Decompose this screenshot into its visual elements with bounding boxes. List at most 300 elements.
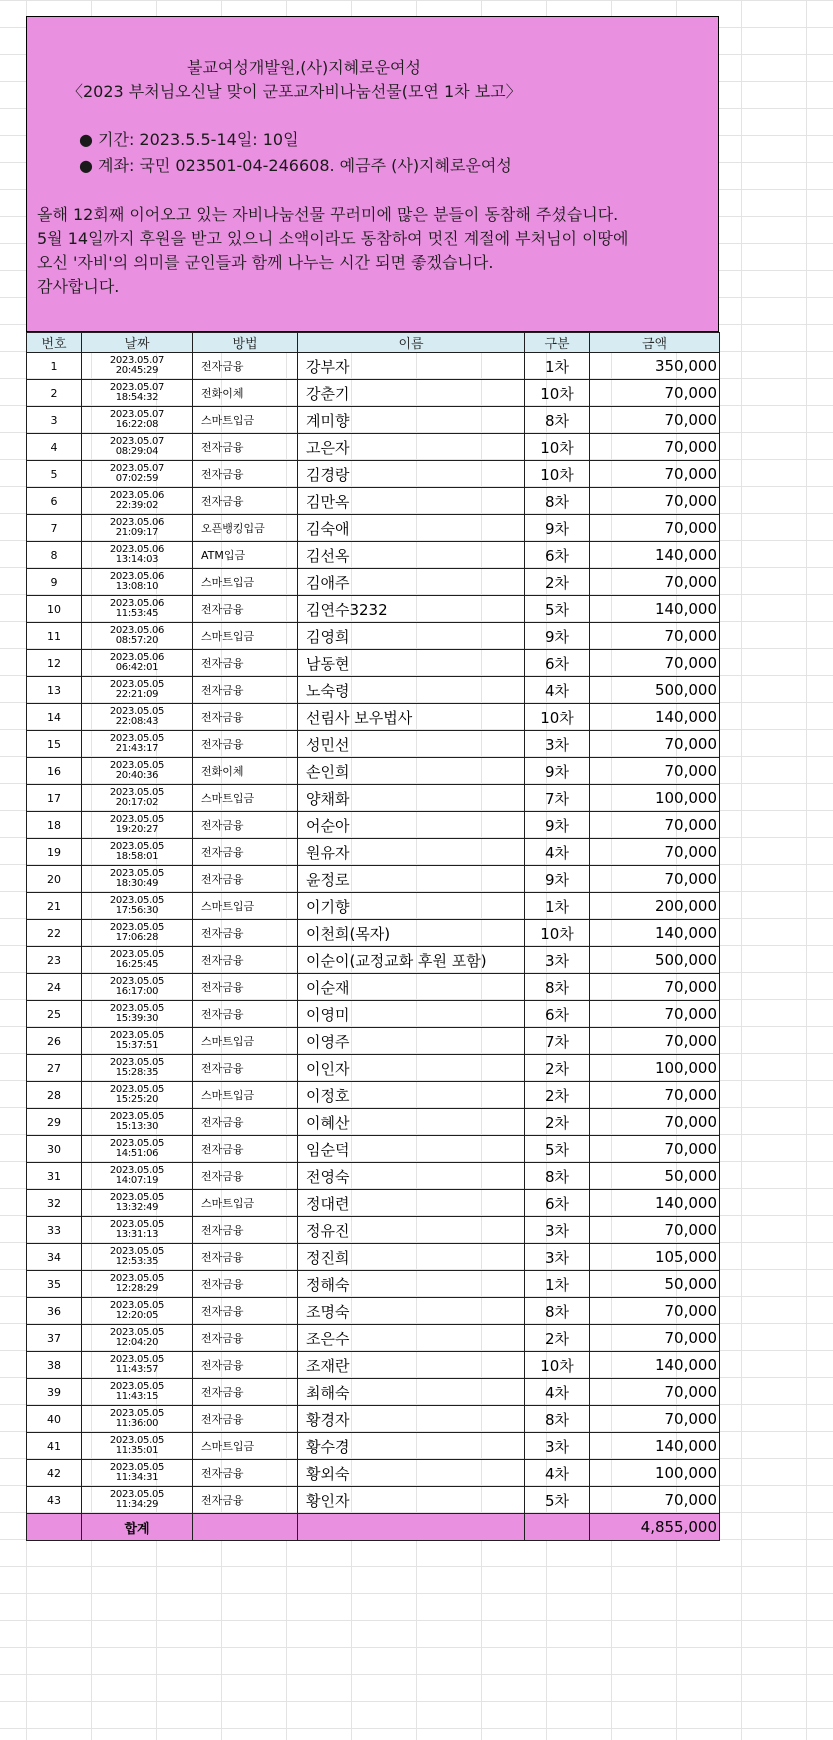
table-row [27, 1082, 720, 1109]
row-method: 전자금융 [193, 1325, 298, 1352]
row-number: 36 [27, 1298, 82, 1325]
row-datetime [82, 569, 193, 596]
row-name: 정진희 [298, 1244, 525, 1271]
row-amount: 70,000 [590, 1379, 720, 1406]
row-round: 5차 [525, 1136, 590, 1163]
row-method: 스마트입금 [193, 893, 298, 920]
row-name: 황수경 [298, 1433, 525, 1460]
row-time: 15:28:35 [115, 1067, 159, 1078]
row-round: 4차 [525, 839, 590, 866]
row-method: 전자금융 [193, 947, 298, 974]
row-amount: 70,000 [590, 650, 720, 677]
row-datetime [82, 893, 193, 920]
table-row [27, 1325, 720, 1352]
row-time: 16:22:08 [115, 419, 159, 430]
row-round: 8차 [525, 407, 590, 434]
row-time: 11:43:15 [115, 1391, 159, 1402]
notice-box [26, 16, 719, 332]
row-name: 윤정로 [298, 866, 525, 893]
row-date: 2023.05.05 [109, 1030, 165, 1041]
row-time: 16:17:00 [115, 986, 159, 997]
row-method: 스마트입금 [193, 1082, 298, 1109]
table-row [27, 407, 720, 434]
row-date: 2023.05.06 [109, 571, 165, 582]
row-date: 2023.05.05 [109, 1165, 165, 1176]
row-name: 남동현 [298, 650, 525, 677]
row-amount: 70,000 [590, 1109, 720, 1136]
row-number: 29 [27, 1109, 82, 1136]
row-datetime [82, 1028, 193, 1055]
table-row [27, 785, 720, 812]
table-row [27, 1055, 720, 1082]
row-round: 2차 [525, 1055, 590, 1082]
row-method: 전화이체 [193, 758, 298, 785]
row-amount: 50,000 [590, 1271, 720, 1298]
row-date: 2023.05.05 [109, 1246, 165, 1257]
row-name: 이순이(교정교화 후원 포함) [298, 947, 525, 974]
row-datetime [82, 488, 193, 515]
table-row [27, 1298, 720, 1325]
table-row [27, 380, 720, 407]
row-time: 13:31:13 [115, 1229, 159, 1240]
table-row [27, 677, 720, 704]
row-date: 2023.05.05 [109, 868, 165, 879]
row-name: 정유진 [298, 1217, 525, 1244]
row-date: 2023.05.07 [109, 463, 165, 474]
row-amount: 70,000 [590, 380, 720, 407]
row-datetime [82, 1379, 193, 1406]
row-time: 15:25:20 [115, 1094, 159, 1105]
row-method: 전자금융 [193, 1163, 298, 1190]
row-name: 이인자 [298, 1055, 525, 1082]
row-round: 9차 [525, 866, 590, 893]
row-date: 2023.05.05 [109, 1138, 165, 1149]
row-datetime [82, 1163, 193, 1190]
row-name: 전영숙 [298, 1163, 525, 1190]
row-name: 김연수3232 [298, 596, 525, 623]
row-number: 35 [27, 1271, 82, 1298]
row-number: 43 [27, 1487, 82, 1514]
row-date: 2023.05.05 [109, 1489, 165, 1500]
row-datetime [82, 1325, 193, 1352]
row-method: 전자금융 [193, 866, 298, 893]
row-datetime [82, 1271, 193, 1298]
row-number: 38 [27, 1352, 82, 1379]
row-datetime [82, 380, 193, 407]
row-date: 2023.05.07 [109, 436, 165, 447]
row-date: 2023.05.05 [109, 760, 165, 771]
row-date: 2023.05.05 [109, 1462, 165, 1473]
row-time: 12:53:35 [115, 1256, 159, 1267]
row-time: 18:30:49 [115, 878, 159, 889]
row-name: 이영미 [298, 1001, 525, 1028]
row-datetime [82, 353, 193, 380]
row-number: 14 [27, 704, 82, 731]
table-row [27, 812, 720, 839]
row-datetime [82, 758, 193, 785]
row-number: 31 [27, 1163, 82, 1190]
row-name: 김선옥 [298, 542, 525, 569]
row-time: 20:17:02 [115, 797, 159, 808]
row-number: 41 [27, 1433, 82, 1460]
row-method: 스마트입금 [193, 407, 298, 434]
row-number: 32 [27, 1190, 82, 1217]
row-date: 2023.05.06 [109, 517, 165, 528]
table-row [27, 1379, 720, 1406]
row-round: 9차 [525, 758, 590, 785]
row-date: 2023.05.05 [109, 733, 165, 744]
total-amount: 4,855,000 [590, 1514, 720, 1541]
row-datetime [82, 1433, 193, 1460]
table-header-row [27, 333, 720, 353]
row-amount: 100,000 [590, 785, 720, 812]
row-method: 전자금융 [193, 974, 298, 1001]
row-datetime [82, 1217, 193, 1244]
row-amount: 140,000 [590, 1190, 720, 1217]
row-name: 선림사 보우법사 [298, 704, 525, 731]
row-datetime [82, 434, 193, 461]
row-round: 1차 [525, 893, 590, 920]
row-amount: 140,000 [590, 596, 720, 623]
row-round: 1차 [525, 353, 590, 380]
table-row [27, 866, 720, 893]
row-time: 13:14:03 [115, 554, 159, 565]
row-round: 2차 [525, 569, 590, 596]
notice-message-line: 올해 12회째 이어오고 있는 자비나눔선물 꾸러미에 많은 분들이 동참해 주셨습니다. [37, 205, 619, 224]
row-time: 18:58:01 [115, 851, 159, 862]
row-date: 2023.05.05 [109, 1057, 165, 1068]
row-method: 전자금융 [193, 920, 298, 947]
row-date: 2023.05.05 [109, 895, 165, 906]
header-name: 이름 [298, 333, 525, 353]
row-round: 7차 [525, 1028, 590, 1055]
row-number: 17 [27, 785, 82, 812]
row-name: 정해숙 [298, 1271, 525, 1298]
row-date: 2023.05.05 [109, 1111, 165, 1122]
row-time: 08:29:04 [115, 446, 159, 457]
notice-account: ● 계좌: 국민 023501-04-246608. 예금주 (사)지혜로운여성 [79, 156, 512, 175]
row-round: 2차 [525, 1109, 590, 1136]
notice-org-title: 불교여성개발원,(사)지혜로운여성 [187, 58, 421, 77]
row-time: 15:39:30 [115, 1013, 159, 1024]
row-number: 42 [27, 1460, 82, 1487]
row-time: 22:08:43 [115, 716, 159, 727]
row-amount: 70,000 [590, 434, 720, 461]
row-round: 4차 [525, 1379, 590, 1406]
notice-message [37, 203, 628, 299]
row-number: 11 [27, 623, 82, 650]
row-method: 오픈뱅킹입금 [193, 515, 298, 542]
row-datetime [82, 1298, 193, 1325]
row-round: 9차 [525, 812, 590, 839]
row-number: 33 [27, 1217, 82, 1244]
row-date: 2023.05.06 [109, 598, 165, 609]
row-amount: 70,000 [590, 866, 720, 893]
row-datetime [82, 1055, 193, 1082]
row-amount: 100,000 [590, 1460, 720, 1487]
row-round: 5차 [525, 596, 590, 623]
row-number: 5 [27, 461, 82, 488]
table-row [27, 1028, 720, 1055]
row-time: 21:43:17 [115, 743, 159, 754]
row-name: 김만옥 [298, 488, 525, 515]
row-time: 19:20:27 [115, 824, 159, 835]
row-method: 전자금융 [193, 1217, 298, 1244]
row-date: 2023.05.06 [109, 544, 165, 555]
table-row [27, 1487, 720, 1514]
row-name: 이혜산 [298, 1109, 525, 1136]
table-row [27, 1217, 720, 1244]
row-number: 19 [27, 839, 82, 866]
row-time: 11:34:31 [115, 1472, 159, 1483]
row-number: 12 [27, 650, 82, 677]
row-name: 김경랑 [298, 461, 525, 488]
row-number: 40 [27, 1406, 82, 1433]
row-number: 2 [27, 380, 82, 407]
row-name: 원유자 [298, 839, 525, 866]
row-name: 김영희 [298, 623, 525, 650]
row-round: 3차 [525, 731, 590, 758]
row-number: 8 [27, 542, 82, 569]
table-row [27, 1163, 720, 1190]
row-name: 양채화 [298, 785, 525, 812]
row-date: 2023.05.07 [109, 382, 165, 393]
row-time: 13:08:10 [115, 581, 159, 592]
header-method: 방법 [193, 333, 298, 353]
row-method: 전자금융 [193, 488, 298, 515]
row-number: 22 [27, 920, 82, 947]
row-round: 8차 [525, 1163, 590, 1190]
row-date: 2023.05.05 [109, 922, 165, 933]
row-round: 6차 [525, 650, 590, 677]
table-row [27, 1433, 720, 1460]
row-datetime [82, 974, 193, 1001]
row-amount: 70,000 [590, 569, 720, 596]
row-time: 14:07:19 [115, 1175, 159, 1186]
total-cell-empty [193, 1514, 298, 1541]
row-method: 전화이체 [193, 380, 298, 407]
table-row [27, 758, 720, 785]
row-time: 20:45:29 [115, 365, 159, 376]
row-date: 2023.05.06 [109, 652, 165, 663]
row-round: 3차 [525, 1433, 590, 1460]
row-amount: 200,000 [590, 893, 720, 920]
row-method: 스마트입금 [193, 1190, 298, 1217]
row-datetime [82, 623, 193, 650]
row-amount: 100,000 [590, 1055, 720, 1082]
row-round: 6차 [525, 1001, 590, 1028]
row-round: 10차 [525, 461, 590, 488]
row-round: 9차 [525, 623, 590, 650]
row-amount: 140,000 [590, 704, 720, 731]
row-amount: 70,000 [590, 1136, 720, 1163]
row-date: 2023.05.05 [109, 841, 165, 852]
row-name: 이천희(목자) [298, 920, 525, 947]
row-time: 16:25:45 [115, 959, 159, 970]
row-number: 24 [27, 974, 82, 1001]
row-datetime [82, 731, 193, 758]
table-row [27, 974, 720, 1001]
row-round: 8차 [525, 1298, 590, 1325]
row-amount: 500,000 [590, 947, 720, 974]
row-name: 황외숙 [298, 1460, 525, 1487]
row-round: 10차 [525, 704, 590, 731]
row-method: 전자금융 [193, 353, 298, 380]
row-date: 2023.05.07 [109, 355, 165, 366]
row-name: 어순아 [298, 812, 525, 839]
row-round: 3차 [525, 1217, 590, 1244]
row-name: 고은자 [298, 434, 525, 461]
row-amount: 140,000 [590, 1352, 720, 1379]
row-number: 6 [27, 488, 82, 515]
table-row [27, 569, 720, 596]
row-name: 이기향 [298, 893, 525, 920]
table-row [27, 434, 720, 461]
row-amount: 70,000 [590, 461, 720, 488]
row-round: 6차 [525, 1190, 590, 1217]
row-date: 2023.05.06 [109, 490, 165, 501]
row-datetime [82, 650, 193, 677]
row-time: 22:39:02 [115, 500, 159, 511]
row-round: 8차 [525, 974, 590, 1001]
row-number: 28 [27, 1082, 82, 1109]
total-cell-empty [27, 1514, 82, 1541]
row-number: 4 [27, 434, 82, 461]
row-datetime [82, 596, 193, 623]
row-round: 10차 [525, 1352, 590, 1379]
row-time: 21:09:17 [115, 527, 159, 538]
row-amount: 140,000 [590, 1433, 720, 1460]
table-row [27, 1271, 720, 1298]
row-amount: 70,000 [590, 488, 720, 515]
row-method: 전자금융 [193, 1406, 298, 1433]
row-method: 전자금융 [193, 1136, 298, 1163]
row-datetime [82, 866, 193, 893]
row-method: 전자금융 [193, 731, 298, 758]
row-method: 스마트입금 [193, 785, 298, 812]
row-date: 2023.05.05 [109, 1003, 165, 1014]
row-round: 3차 [525, 947, 590, 974]
row-number: 15 [27, 731, 82, 758]
row-method: ATM입금 [193, 542, 298, 569]
total-row [27, 1514, 720, 1541]
row-time: 18:54:32 [115, 392, 159, 403]
row-method: 스마트입금 [193, 623, 298, 650]
row-method: 전자금융 [193, 1244, 298, 1271]
row-method: 스마트입금 [193, 1433, 298, 1460]
row-datetime [82, 407, 193, 434]
table-row [27, 704, 720, 731]
row-amount: 70,000 [590, 758, 720, 785]
row-datetime [82, 542, 193, 569]
table-row [27, 1001, 720, 1028]
row-number: 39 [27, 1379, 82, 1406]
row-method: 전자금융 [193, 1352, 298, 1379]
row-method: 전자금융 [193, 596, 298, 623]
total-cell-empty [298, 1514, 525, 1541]
row-method: 전자금융 [193, 1109, 298, 1136]
row-amount: 70,000 [590, 974, 720, 1001]
donation-table [26, 332, 720, 1541]
table-row [27, 920, 720, 947]
table-row [27, 1136, 720, 1163]
row-method: 전자금융 [193, 1460, 298, 1487]
row-datetime [82, 785, 193, 812]
row-amount: 350,000 [590, 353, 720, 380]
row-method: 전자금융 [193, 677, 298, 704]
row-method: 전자금융 [193, 1001, 298, 1028]
total-label: 합계 [82, 1514, 193, 1541]
row-name: 최해숙 [298, 1379, 525, 1406]
row-round: 9차 [525, 515, 590, 542]
row-method: 전자금융 [193, 1487, 298, 1514]
row-name: 황인자 [298, 1487, 525, 1514]
row-amount: 70,000 [590, 839, 720, 866]
row-datetime [82, 812, 193, 839]
notice-thanks: 감사합니다. [37, 277, 120, 296]
row-datetime [82, 839, 193, 866]
row-number: 16 [27, 758, 82, 785]
header-date: 날짜 [82, 333, 193, 353]
table-row [27, 731, 720, 758]
donation-report-sheet [26, 16, 719, 1541]
row-datetime [82, 677, 193, 704]
row-date: 2023.05.05 [109, 1381, 165, 1392]
row-amount: 70,000 [590, 407, 720, 434]
row-name: 김숙애 [298, 515, 525, 542]
header-number: 번호 [27, 333, 82, 353]
row-round: 5차 [525, 1487, 590, 1514]
row-time: 12:20:05 [115, 1310, 159, 1321]
row-number: 30 [27, 1136, 82, 1163]
row-method: 스마트입금 [193, 569, 298, 596]
row-time: 14:51:06 [115, 1148, 159, 1159]
row-number: 9 [27, 569, 82, 596]
header-amount: 금액 [590, 333, 720, 353]
table-row [27, 1190, 720, 1217]
row-amount: 70,000 [590, 1001, 720, 1028]
row-method: 전자금융 [193, 650, 298, 677]
row-time: 17:56:30 [115, 905, 159, 916]
row-time: 20:40:36 [115, 770, 159, 781]
row-number: 21 [27, 893, 82, 920]
row-name: 손인희 [298, 758, 525, 785]
row-date: 2023.05.05 [109, 1327, 165, 1338]
row-amount: 70,000 [590, 1487, 720, 1514]
table-row [27, 596, 720, 623]
row-number: 23 [27, 947, 82, 974]
table-row [27, 947, 720, 974]
row-date: 2023.05.07 [109, 409, 165, 420]
row-amount: 70,000 [590, 1217, 720, 1244]
row-time: 11:34:29 [115, 1499, 159, 1510]
row-time: 13:32:49 [115, 1202, 159, 1213]
row-time: 08:57:20 [115, 635, 159, 646]
row-date: 2023.05.05 [109, 1273, 165, 1284]
row-name: 계미향 [298, 407, 525, 434]
row-amount: 50,000 [590, 1163, 720, 1190]
row-amount: 105,000 [590, 1244, 720, 1271]
row-round: 4차 [525, 677, 590, 704]
row-number: 34 [27, 1244, 82, 1271]
row-time: 12:04:20 [115, 1337, 159, 1348]
row-datetime [82, 1190, 193, 1217]
row-number: 1 [27, 353, 82, 380]
row-datetime [82, 1082, 193, 1109]
table-row [27, 1244, 720, 1271]
row-amount: 140,000 [590, 542, 720, 569]
notice-message-line: 오신 '자비'의 의미를 군인들과 함께 나누는 시간 되면 좋겠습니다. [37, 253, 494, 272]
